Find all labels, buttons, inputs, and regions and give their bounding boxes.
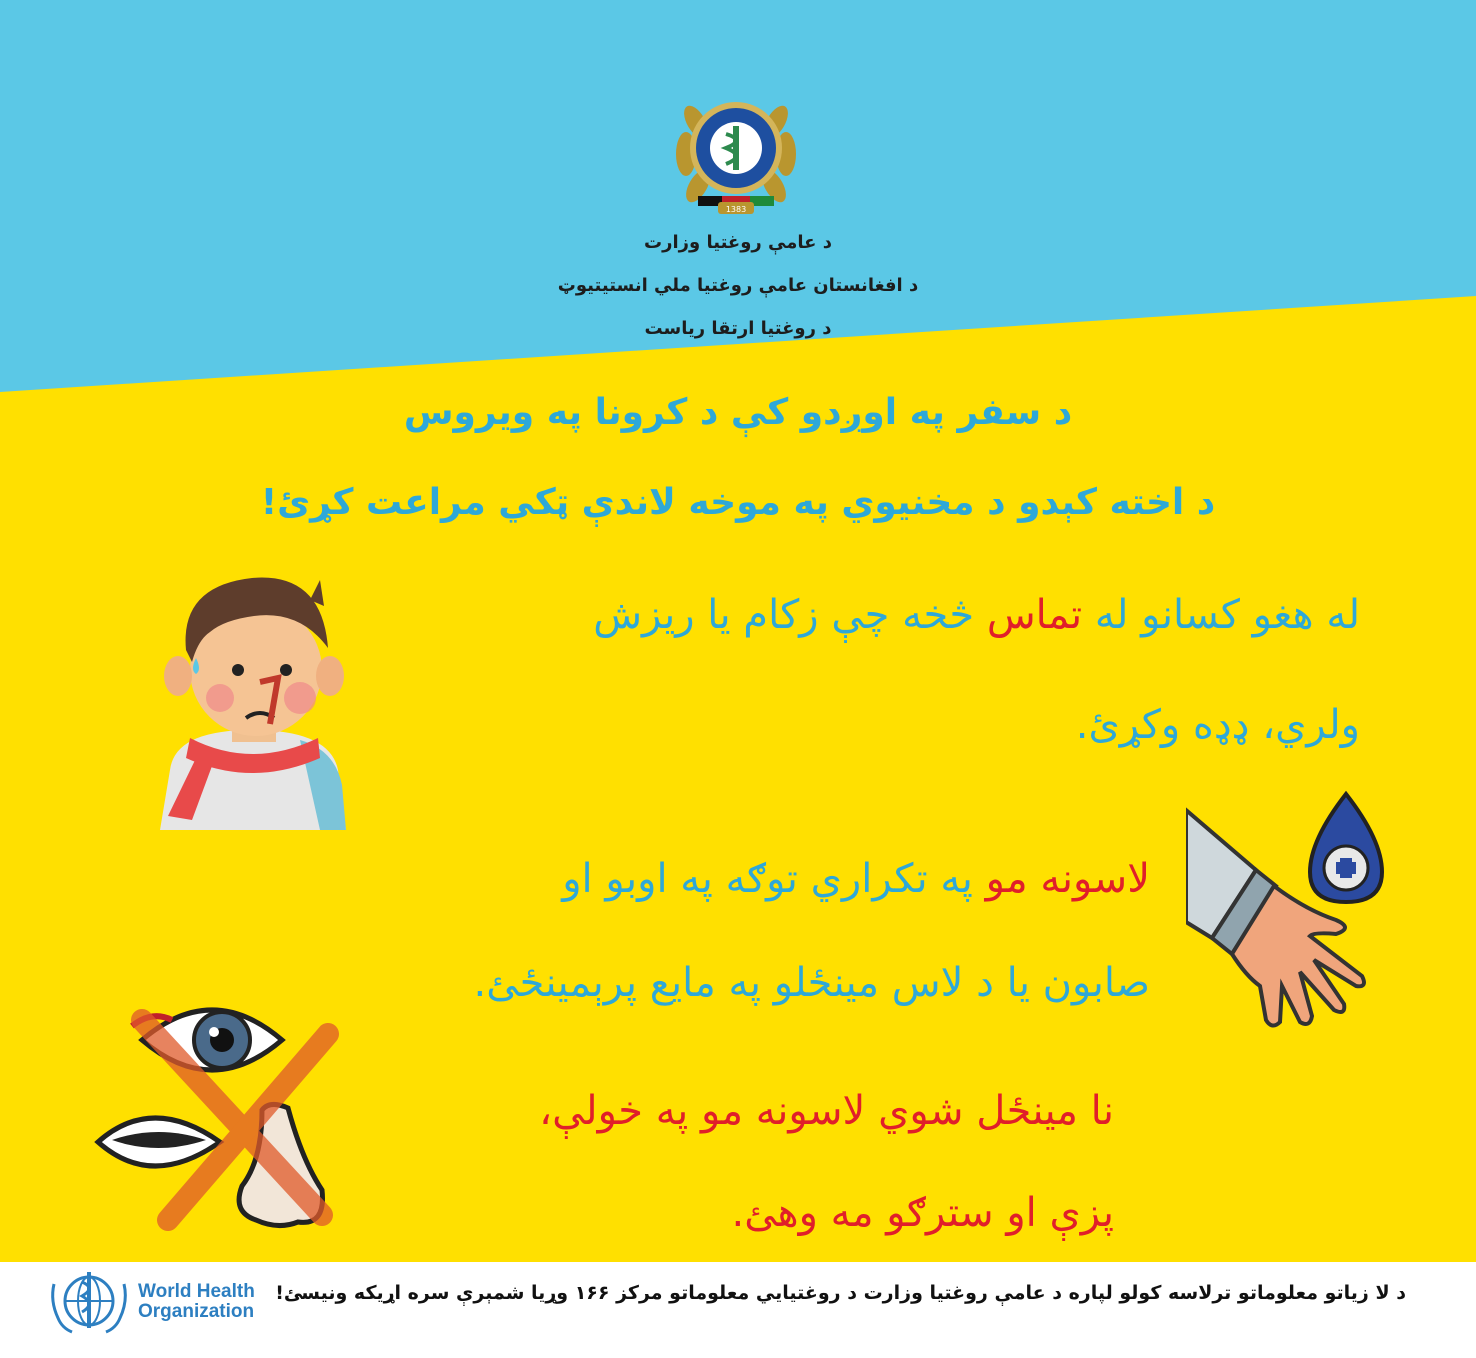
tip-3-line-2: پزې او سترګو مه وهئ.: [731, 1190, 1114, 1236]
no-touch-face-icon: [92, 990, 352, 1245]
tip-1-highlight: تماس: [986, 592, 1083, 638]
tip-1-text-a: له هغو کسانو له: [1082, 592, 1360, 638]
hand-sanitizer-icon: [1186, 790, 1386, 1035]
ministry-emblem-icon: [668, 84, 804, 220]
tip-1-line-1: [360, 592, 1360, 638]
emblem-year: 1383: [725, 205, 747, 214]
tip-1-line-2: ولري، ډډه وکړئ.: [1075, 702, 1360, 748]
who-line-2: Organization: [138, 1301, 255, 1322]
ministry-name: د عامې روغتیا وزارت: [644, 232, 832, 253]
who-logo-icon: [48, 1266, 130, 1336]
tip-2-text-a: په تکراري توګه په اوبو او: [562, 856, 986, 902]
tip-1-text-b: څخه چې زکام یا ریزش: [593, 592, 987, 638]
tip-3-line-1: نا مینځل شوي لاسونه مو په خولې،: [539, 1088, 1114, 1134]
headline-line-1: د سفر په اوږدو کې د کرونا په ویروس: [403, 392, 1073, 433]
headline-line-2: د اخته کېدو د مخنیوي په موخه لاندې ټکي مراعت کړئ!: [260, 482, 1216, 523]
who-line-1: World Health: [138, 1281, 255, 1302]
tip-2-line-2: صابون یا د لاس مینځلو په مایع پرېمینځئ.: [473, 960, 1150, 1006]
who-wordmark: [138, 1282, 255, 1322]
footer-contact-text: د لا زیاتو معلوماتو ترلاسه کولو لپاره د عامې روغتیا وزارت د روغتیایي معلوماتو مرکز ۱۶۶ وړیا شمېرې سره اړیکه ونیسئ!: [275, 1282, 1406, 1304]
tip-2-line-1: [350, 856, 1150, 902]
sick-child-icon: [150, 570, 355, 840]
institute-name: د افغانستان عامې روغتیا ملي انستیتیوټ: [557, 275, 919, 296]
directorate-name: د روغتیا ارتقا ریاست: [644, 318, 832, 339]
footer-bar: [0, 1262, 1476, 1358]
tip-2-highlight: لاسونه مو: [985, 856, 1150, 902]
